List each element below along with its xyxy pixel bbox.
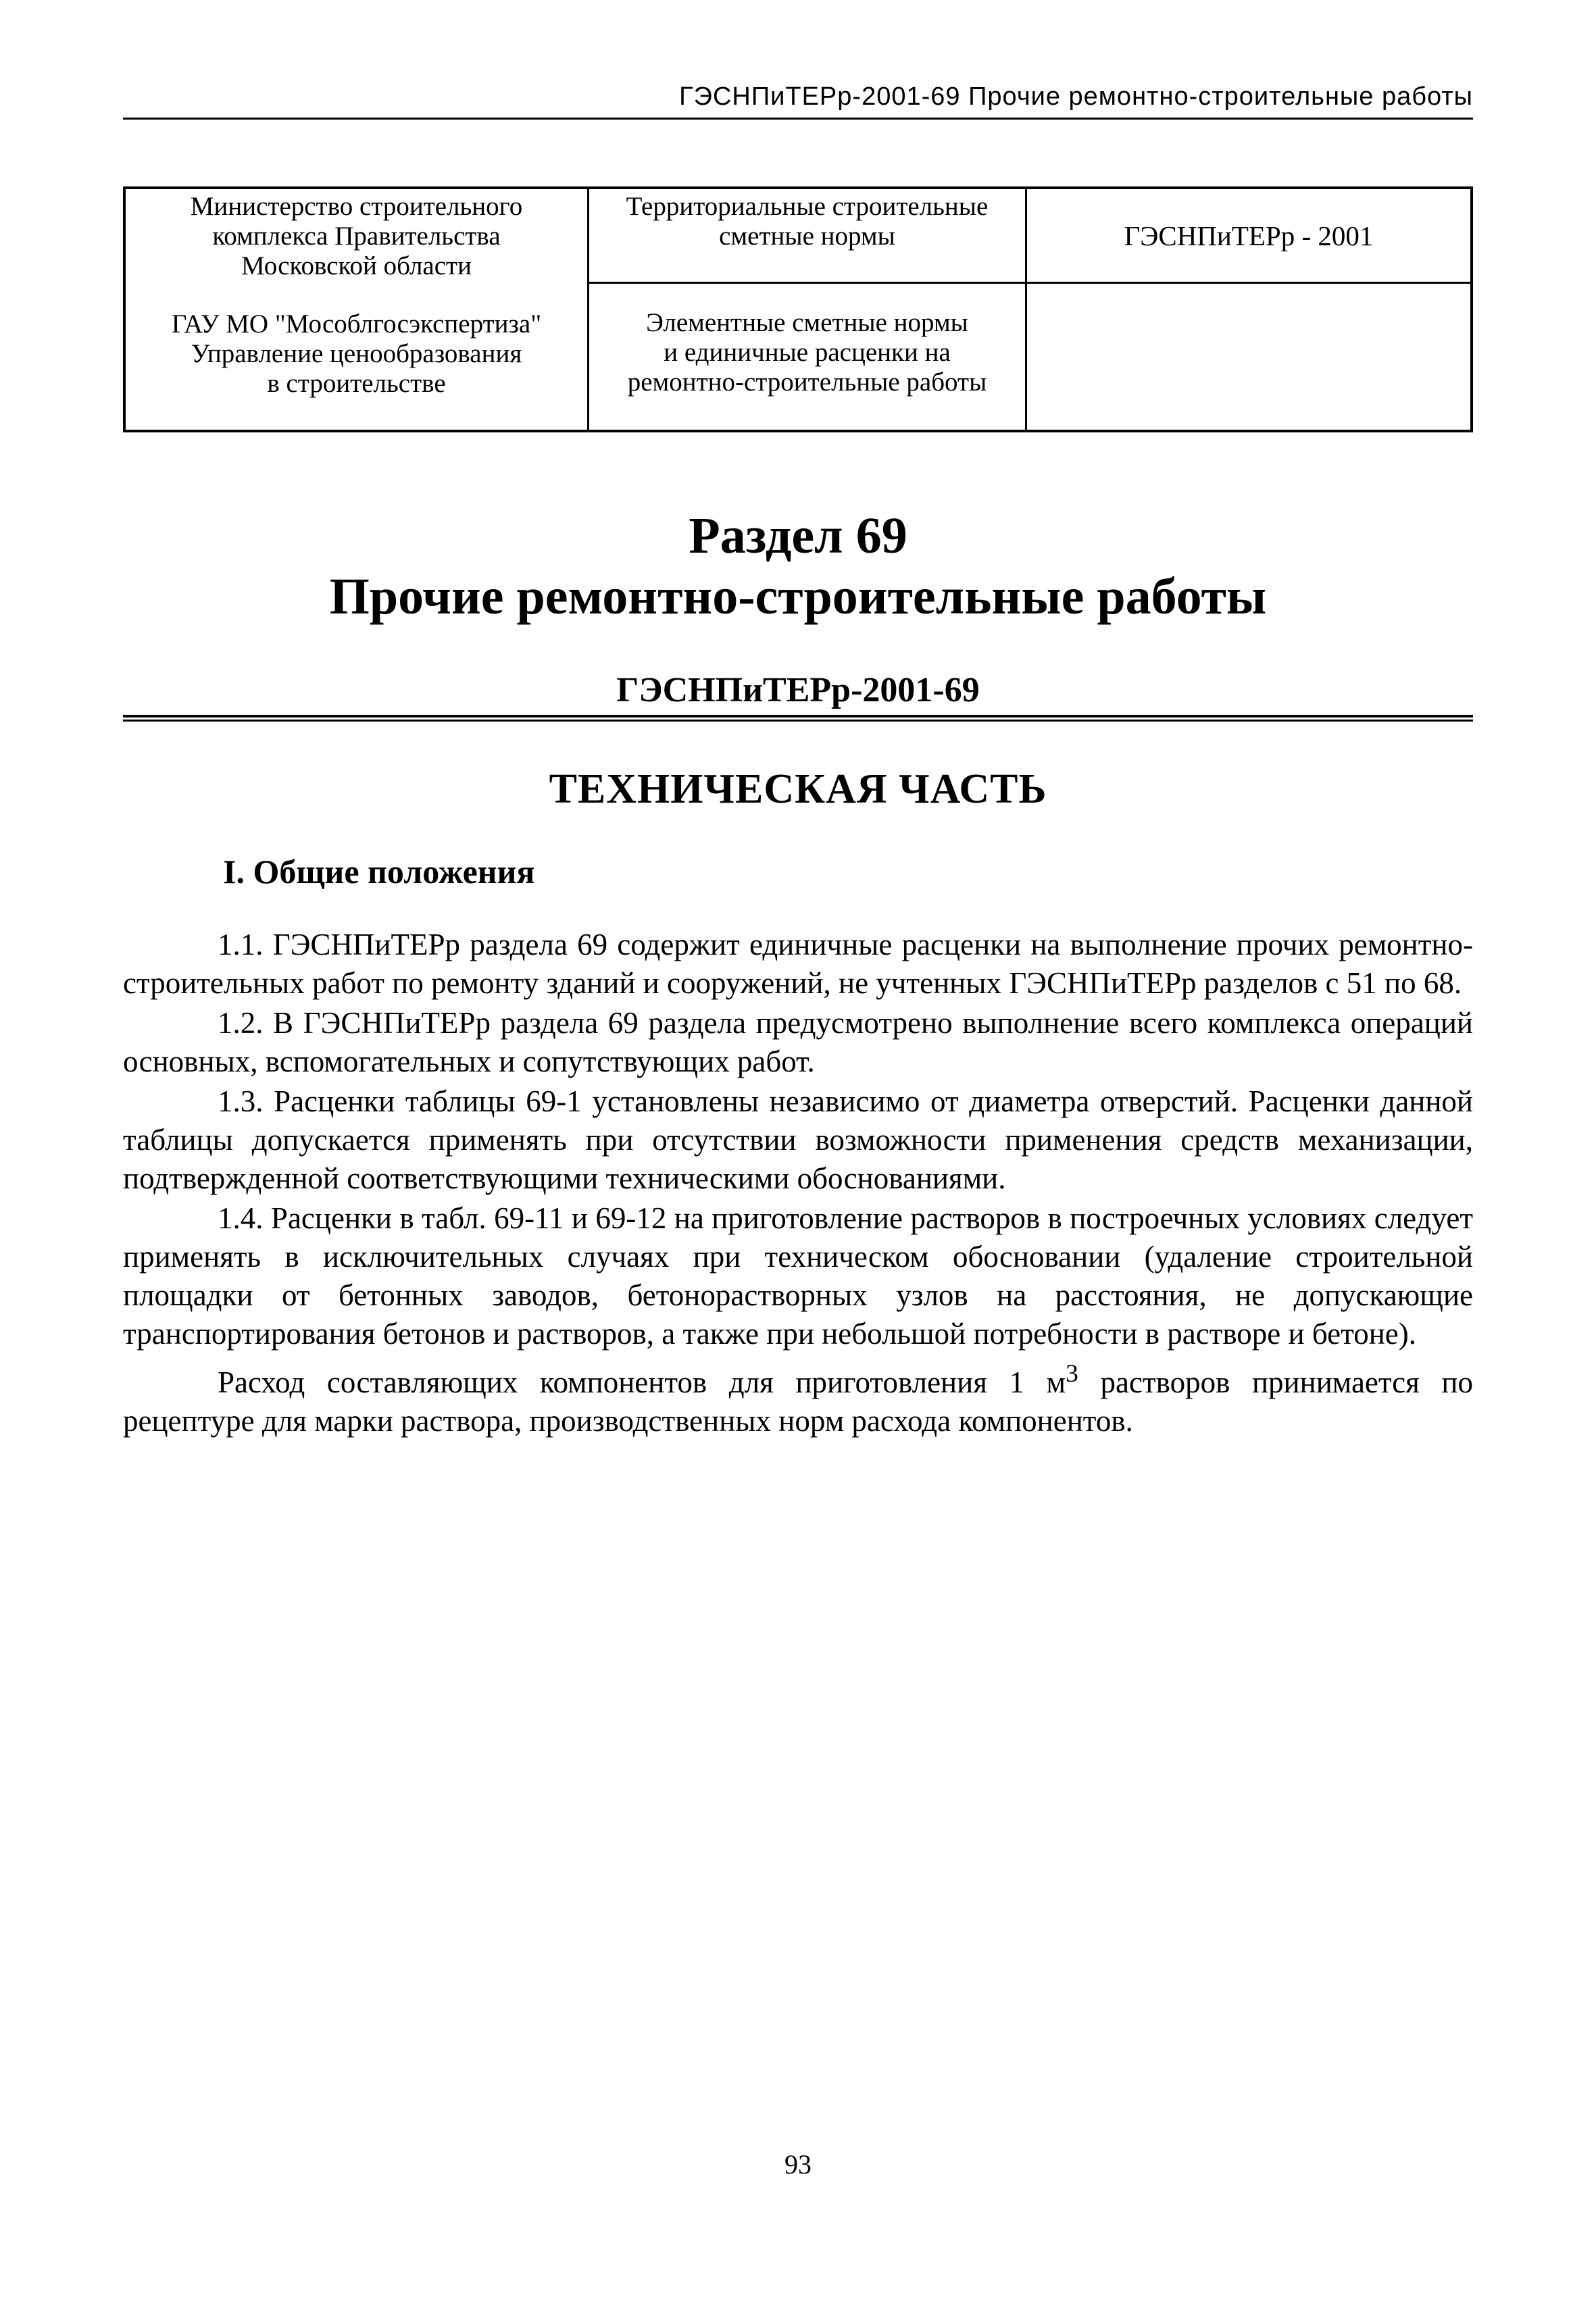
norms-code: ГЭСНПиТЕРр - 2001 xyxy=(1027,189,1470,284)
body-text xyxy=(123,926,1473,1442)
norms-desc-block xyxy=(589,308,1025,397)
ministry-line: Московской области xyxy=(241,251,472,280)
agency-block xyxy=(126,309,587,399)
section-number: Раздел 69 xyxy=(689,507,907,564)
norms-desc-line: ремонтно-строительные работы xyxy=(627,368,987,397)
paragraph: 1.2. В ГЭСНПиТЕРр раздела 69 раздела предусмотрено выполнение всего комплекса операций основных, вспомогательных и сопутствующих работ. xyxy=(123,1006,1473,1078)
norms-type-line: Территориальные строительные xyxy=(626,192,989,221)
tech-part-title: ТЕХНИЧЕСКАЯ ЧАСТЬ xyxy=(549,766,1047,812)
header-right-cell xyxy=(1027,189,1470,430)
paragraph-text: Расход составляющих компонентов для приготовления 1 м xyxy=(218,1365,1066,1399)
paragraph: 1.3. Расценки таблицы 69-1 установлены независимо от диаметра отверстий. Расценки данной таблицы допускается применять при отсутствии возможности применения средств механизации, подтвержденной соответствующими техническими обоснованиями. xyxy=(123,1084,1473,1195)
norms-type-line: сметные нормы xyxy=(719,222,895,251)
paragraph-text: растворов принимается по рецептуре для марки раствора, производственных норм расхода компонентов. xyxy=(123,1365,1473,1438)
header-left-cell xyxy=(126,189,589,430)
header-table xyxy=(123,186,1473,432)
agency-line: ГАУ МО "Мособлгосэкспертиза" xyxy=(171,309,542,338)
agency-line: в строительстве xyxy=(267,369,446,398)
subheading: I. Общие положения xyxy=(223,853,535,890)
doc-code: ГЭСНПиТЕРр-2001-69 xyxy=(616,671,980,709)
ministry-line: Министерство строительного xyxy=(190,192,523,221)
paragraph-last xyxy=(123,1355,1473,1440)
norms-desc-line: Элементные сметные нормы xyxy=(646,308,968,337)
paragraph: 1.4. Расценки в табл. 69-11 и 69-12 на приготовление растворов в построечных условиях следует применять в исключительных случаях при техническом обосновании (удаление строительной площадки от бетонных заводов, бетонорастворных узлов на расстояния, не допускающие транспортирования бетонов и растворов, а также при небольшой потребности в растворе и бетоне). xyxy=(123,1201,1473,1351)
double-divider xyxy=(123,715,1473,722)
header-mid-cell xyxy=(589,189,1027,430)
section-title: Прочие ремонтно-строительные работы xyxy=(329,568,1267,625)
agency-line: Управление ценообразования xyxy=(191,339,522,368)
ministry-block xyxy=(126,192,587,281)
norms-desc-line: и единичные расценки на xyxy=(664,338,951,367)
page-number: 93 xyxy=(784,2149,812,2180)
paragraph: 1.1. ГЭСНПиТЕРр раздела 69 содержит единичные расценки на выполнение прочих ремонтно-строительных работ по ремонту зданий и сооружений, не учтенных ГЭСНПиТЕРр разделов с 51 по 68. xyxy=(123,928,1473,1000)
ministry-line: комплекса Правительства xyxy=(212,222,501,251)
running-head: ГЭСНПиТЕРр-2001-69 Прочие ремонтно-строительные работы xyxy=(123,80,1473,120)
norms-type-block xyxy=(589,192,1025,284)
superscript: 3 xyxy=(1066,1360,1078,1388)
